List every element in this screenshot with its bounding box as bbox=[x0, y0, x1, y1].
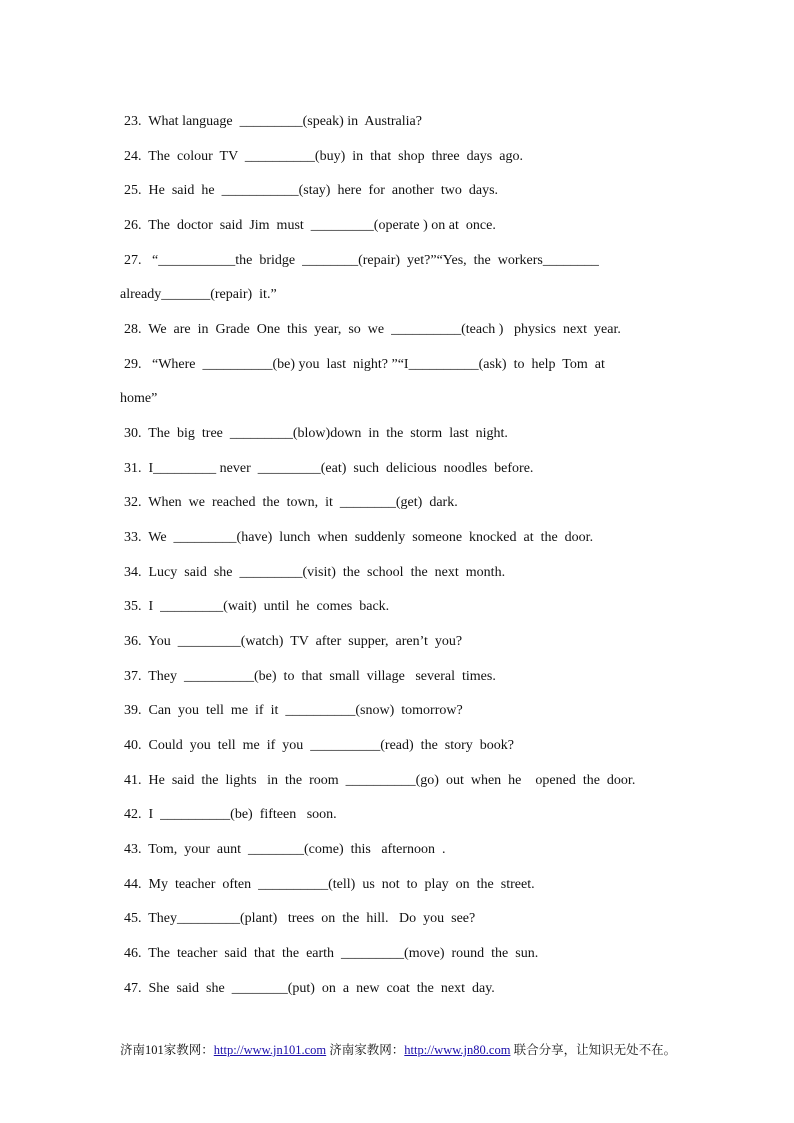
question-45: 45. They_________(plant) trees on the hill. Do you see? bbox=[124, 911, 476, 926]
question-42: 42. I __________(be) fifteen soon. bbox=[124, 807, 337, 822]
question-31: 31. I_________ never _________(eat) such delicious noodles before. bbox=[124, 461, 534, 476]
page-footer bbox=[120, 1041, 680, 1059]
question-30: 30. The big tree _________(blow)down in the storm last night. bbox=[124, 426, 508, 441]
footer-label-2: 济南家教网： bbox=[326, 1043, 405, 1057]
footer-link-jn101[interactable]: http://www.jn101.com bbox=[213, 1043, 327, 1057]
question-29-continued: home” bbox=[120, 391, 158, 406]
footer-label-1: 济南101家教网： bbox=[120, 1043, 214, 1057]
question-44: 44. My teacher often __________(tell) us not to play on the street. bbox=[124, 877, 535, 892]
question-35: 35. I _________(wait) until he comes back. bbox=[124, 599, 390, 614]
question-33: 33. We _________(have) lunch when suddenly someone knocked at the door. bbox=[124, 530, 594, 545]
question-32: 32. When we reached the town, it ________(get) dark. bbox=[124, 495, 458, 510]
question-28: 28. We are in Grade One this year, so we __________(teach ) physics next year. bbox=[124, 322, 621, 337]
footer-link-jn80[interactable]: http://www.jn80.com bbox=[404, 1043, 511, 1057]
footer-tail: 联合分享，让知识无处不在。 bbox=[510, 1043, 677, 1057]
question-23: 23. What language _________(speak) in Australia? bbox=[124, 114, 422, 129]
question-29: 29. “Where __________(be) you last night? ”“I__________(ask) to help Tom at bbox=[124, 357, 605, 372]
question-40: 40. Could you tell me if you __________(read) the story book? bbox=[124, 738, 514, 753]
question-24: 24. The colour TV __________(buy) in that shop three days ago. bbox=[124, 149, 523, 164]
question-25: 25. He said he ___________(stay) here for another two days. bbox=[124, 183, 499, 198]
question-43: 43. Tom, your aunt ________(come) this afternoon . bbox=[124, 842, 446, 857]
question-41: 41. He said the lights in the room __________(go) out when he opened the door. bbox=[124, 773, 636, 788]
question-37: 37. They __________(be) to that small village several times. bbox=[124, 669, 496, 684]
question-46: 46. The teacher said that the earth _________(move) round the sun. bbox=[124, 946, 539, 961]
question-27: 27. “___________the bridge ________(repair) yet?”“Yes, the workers________ bbox=[124, 253, 599, 268]
question-47: 47. She said she ________(put) on a new coat the next day. bbox=[124, 981, 495, 996]
question-36: 36. You _________(watch) TV after supper, aren’t you? bbox=[124, 634, 463, 649]
question-39: 39. Can you tell me if it __________(snow) tomorrow? bbox=[124, 703, 463, 718]
question-27-continued: already_______(repair) it.” bbox=[120, 287, 277, 302]
question-34: 34. Lucy said she _________(visit) the school the next month. bbox=[124, 565, 506, 580]
question-26: 26. The doctor said Jim must _________(operate ) on at once. bbox=[124, 218, 496, 233]
